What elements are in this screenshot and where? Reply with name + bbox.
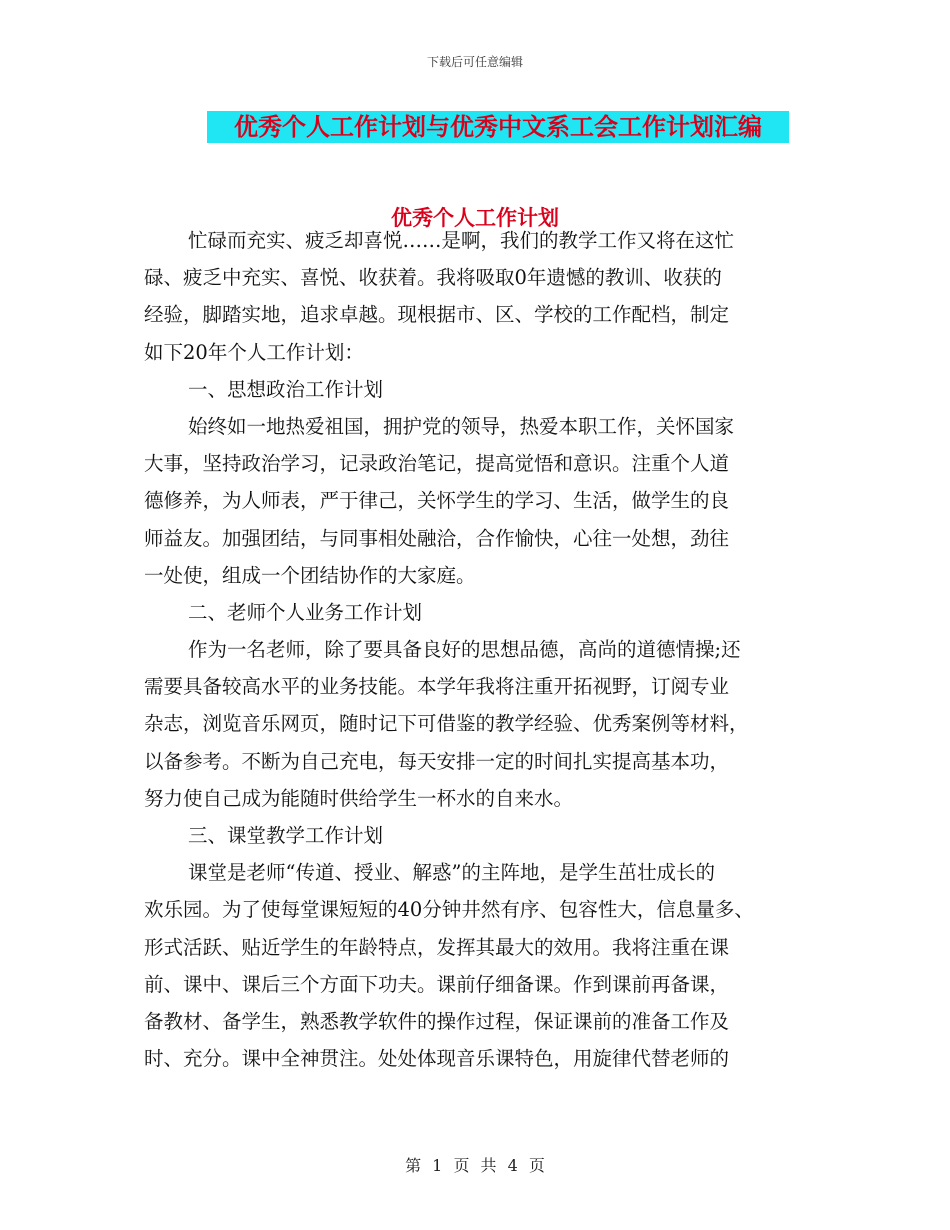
paragraph-line: 杂志，浏览音乐网页，随时记下可借鉴的教学经验、优秀案例等材料，	[144, 712, 749, 736]
paragraph-line: 如下20年个人工作计划：	[144, 340, 364, 364]
subheading-professional: 二、老师个人业务工作计划	[188, 600, 423, 624]
paragraph-line: 欢乐园。为了使每堂课短短的40分钟井然有序、包容性大，信息量多、	[144, 898, 754, 922]
paragraph-line: 一处使，组成一个团结协作的大家庭。	[144, 563, 476, 587]
paragraph-line: 时、充分。课中全神贯注。处处体现音乐课特色，用旋律代替老师的	[144, 1047, 730, 1071]
subheading-classroom: 三、课堂教学工作计划	[188, 824, 384, 847]
section-title: 优秀个人工作计划	[391, 205, 559, 230]
paragraph-line: 课堂是老师“传道、授业、解惑”的主阵地，是学生茁壮成长的	[188, 861, 715, 885]
paragraph-line: 碌、疲乏中充实、喜悦、收获着。我将吸取0年遗憾的教训、收获的	[144, 266, 722, 290]
paragraph-line: 作为一名老师，除了要具备良好的思想品德，高尚的道德情操;还	[188, 638, 741, 662]
document-title: 优秀个人工作计划与优秀中文系工会工作计划汇编	[207, 111, 789, 143]
subheading-ideology: 一、思想政治工作计划	[188, 377, 384, 401]
paragraph-line: 师益友。加强团结，与同事相处融洽，合作愉快，心往一处想，劲往	[144, 526, 730, 550]
paragraph-line: 始终如一地热爱祖国，拥护党的领导，热爱本职工作，关怀国家	[188, 414, 735, 438]
body-text	[144, 222, 816, 1077]
page-footer: 第 1 页 共 4 页	[405, 1156, 545, 1175]
paragraph-line: 努力使自己成为能随时供给学生一杯水的自来水。	[144, 786, 574, 810]
paragraph-line: 德修养，为人师表，严于律己，关怀学生的学习、生活，做学生的良	[144, 489, 730, 513]
paragraph-line: 形式活跃、贴近学生的年龄特点，发挥其最大的效用。我将注重在课	[144, 935, 730, 959]
paragraph-line: 需要具备较高水平的业务技能。本学年我将注重开拓视野，订阅专业	[144, 675, 730, 699]
paragraph-line: 备教材、备学生，熟悉教学软件的操作过程，保证课前的准备工作及	[144, 1009, 730, 1033]
paragraph-line: 以备参考。不断为自己充电，每天安排一定的时间扎实提高基本功，	[144, 749, 730, 773]
paragraph-line: 忙碌而充实、疲乏却喜悦……是啊，我们的教学工作又将在这忙	[188, 229, 735, 252]
paragraph-line: 经验，脚踏实地，追求卓越。现根据市、区、学校的工作配档，制定	[144, 303, 730, 327]
header-note: 下载后可任意编辑	[426, 55, 523, 69]
paragraph-line: 前、课中、课后三个方面下功夫。课前仔细备课。作到课前再备课，	[144, 972, 730, 996]
paragraph-line: 大事，坚持政治学习，记录政治笔记，提高觉悟和意识。注重个人道	[144, 452, 730, 476]
